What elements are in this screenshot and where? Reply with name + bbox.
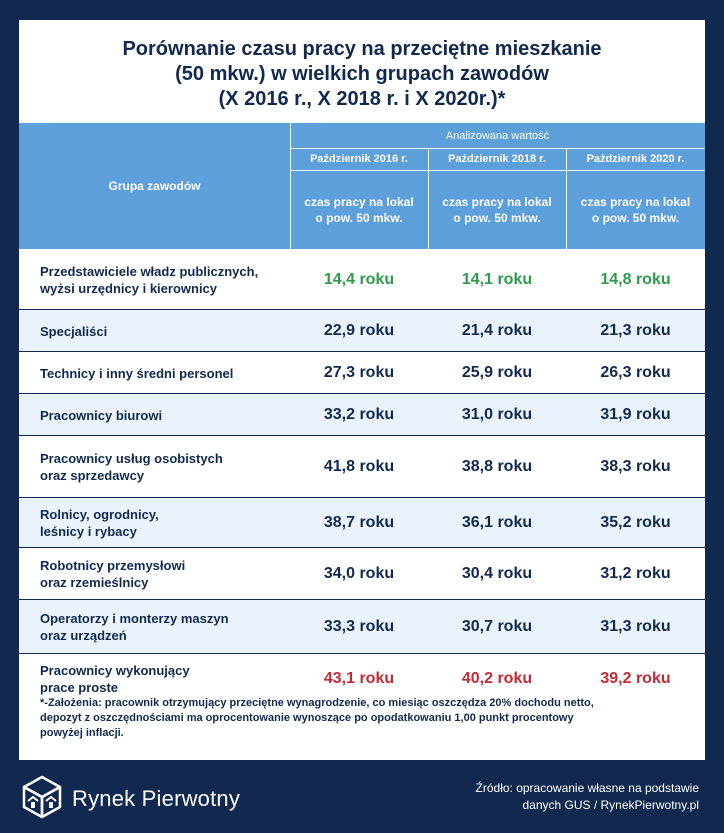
- title-line: Porównanie czasu pracy na przeciętne mieszkanie: [122, 38, 602, 60]
- metric-line: czas pracy na lokal: [442, 194, 552, 209]
- metric-header: [290, 170, 428, 249]
- metric-header: [566, 170, 705, 249]
- title-line: (50 mkw.) w wielkich grupach zawodów: [175, 63, 549, 85]
- occupation-group-name: [40, 394, 290, 436]
- table-row: [19, 249, 705, 310]
- work-time-value: 38,8 roku: [461, 458, 533, 475]
- work-time-value: 40,2 roku: [461, 670, 533, 687]
- brand-name: Rynek Pierwotny: [72, 786, 241, 811]
- occupation-group-name: [40, 352, 290, 394]
- occupation-group-name: [40, 548, 290, 600]
- period-header-2016: Październik 2016 r.: [310, 153, 408, 165]
- work-time-value: 14,4 roku: [323, 270, 395, 288]
- footnote-line: powyżej inflacji.: [40, 727, 124, 739]
- occupation-name-line: prace proste: [40, 680, 119, 695]
- work-time-value: 36,1 roku: [461, 514, 533, 531]
- occupation-name-line: wyżsi urzędnicy i kierownicy: [40, 280, 218, 296]
- work-time-value: 22,9 roku: [323, 322, 395, 339]
- table-row: [19, 394, 705, 436]
- occupation-name-line: Pracownicy biurowi: [40, 407, 163, 423]
- occupation-name-line: Rolnicy, ogrodnicy,: [40, 507, 159, 522]
- metric-header: [428, 170, 566, 249]
- group-column-header: Grupa zawodów: [108, 179, 201, 193]
- occupation-name-line: Przedstawiciele władz publicznych,: [40, 263, 259, 279]
- source-line: danych GUS / RynekPierwotny.pl: [522, 798, 699, 812]
- occupation-name-line: Robotnicy przemysłowi: [40, 558, 186, 573]
- source-note: [419, 780, 699, 814]
- brand-logo: [22, 776, 240, 822]
- table-row: [19, 498, 705, 548]
- source-line: Źródło: opracowanie własne na podstawie: [475, 781, 699, 795]
- analyzed-value-header: Analizowana wartość: [445, 129, 550, 142]
- period-header-2020: Październik 2020 r.: [586, 153, 685, 165]
- metric-line: o pow. 50 mkw.: [453, 210, 541, 225]
- work-time-value: 31,9 roku: [600, 406, 671, 423]
- occupation-group-name: [40, 436, 290, 498]
- work-time-value: 39,2 roku: [600, 670, 671, 687]
- period-header-2018: Październik 2018 r.: [448, 153, 546, 165]
- work-time-value: 41,8 roku: [323, 458, 395, 475]
- table-header: [19, 123, 705, 249]
- table-row: [19, 600, 705, 654]
- page-title: [19, 37, 705, 112]
- table-row: [19, 310, 705, 352]
- occupation-name-line: Pracownicy wykonujący: [40, 663, 190, 678]
- occupation-name-line: Specjaliści: [40, 323, 108, 339]
- occupation-group-name: [40, 249, 290, 310]
- work-time-value: 26,3 roku: [600, 364, 671, 381]
- metric-line: o pow. 50 mkw.: [315, 210, 403, 225]
- work-time-value: 21,4 roku: [461, 322, 533, 339]
- occupation-name-line: Pracownicy usług osobistych: [40, 451, 223, 466]
- work-time-value: 38,3 roku: [600, 458, 671, 475]
- work-time-value: 31,3 roku: [600, 618, 671, 635]
- footnote-line: depozyt z oszczędnościami ma oprocentowanie wynoszące po opodatkowaniu 1,00 punkt procentowy: [40, 712, 574, 724]
- table-row: [19, 352, 705, 394]
- cube-house-icon: [22, 775, 62, 824]
- work-time-value: 43,1 roku: [323, 670, 395, 687]
- table-row: [19, 436, 705, 498]
- work-time-value: 34,0 roku: [323, 565, 395, 582]
- work-time-value: 38,7 roku: [323, 514, 395, 531]
- occupation-name-line: Technicy i inny średni personel: [40, 365, 234, 381]
- work-time-value: 33,3 roku: [323, 618, 395, 635]
- occupation-group-name: [40, 498, 290, 548]
- occupation-name-line: oraz sprzedawcy: [40, 468, 145, 483]
- occupation-name-line: Operatorzy i monterzy maszyn: [40, 611, 229, 626]
- work-time-value: 31,0 roku: [461, 406, 533, 423]
- occupation-name-line: oraz rzemieślnicy: [40, 575, 149, 590]
- work-time-value: 25,9 roku: [461, 364, 533, 381]
- metric-line: czas pracy na lokal: [304, 194, 414, 209]
- occupation-name-line: oraz urządzeń: [40, 628, 127, 643]
- work-time-value: 30,7 roku: [461, 618, 533, 635]
- footnote-line: *-Założenia: pracownik otrzymujący przeciętne wynagrodzenie, co miesiąc oszczędza 20% dochodu netto,: [40, 697, 594, 709]
- work-time-value: 30,4 roku: [461, 565, 533, 582]
- work-time-value: 31,2 roku: [600, 565, 671, 582]
- work-time-value: 21,3 roku: [600, 322, 671, 339]
- metric-line: o pow. 50 mkw.: [591, 210, 680, 225]
- footnote: [40, 696, 690, 741]
- work-time-value: 14,1 roku: [461, 270, 533, 288]
- comparison-card: [19, 20, 705, 760]
- work-time-value: 14,8 roku: [600, 270, 671, 288]
- work-time-value: 33,2 roku: [323, 406, 395, 423]
- metric-line: czas pracy na lokal: [580, 194, 691, 209]
- occupation-name-line: leśnicy i rybacy: [40, 524, 137, 539]
- table-row: [19, 548, 705, 600]
- work-time-value: 35,2 roku: [600, 514, 671, 531]
- occupation-group-name: [40, 310, 290, 352]
- title-line: (X 2016 r., X 2018 r. i X 2020r.)*: [218, 88, 506, 110]
- occupation-group-name: [40, 600, 290, 654]
- work-time-value: 27,3 roku: [323, 364, 395, 381]
